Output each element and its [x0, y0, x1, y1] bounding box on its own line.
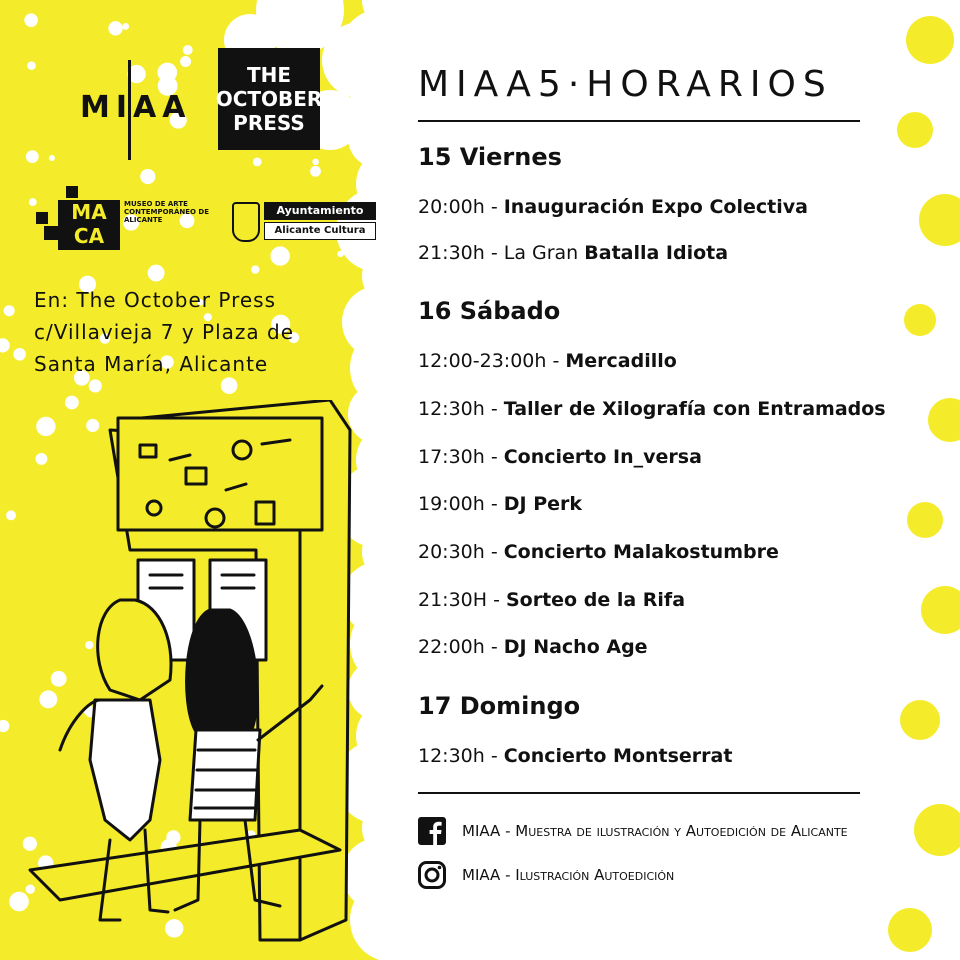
- illustration: [0, 400, 380, 960]
- event-row: 21:30h - La Gran Batalla Idiota: [418, 242, 729, 264]
- event-row: 20:30h - Concierto Malakostumbre: [418, 541, 779, 563]
- facebook-link[interactable]: MIAA - Muestra de ilustración y Autoedición de Alicante: [418, 816, 878, 846]
- venue-address: En: The October Press c/Villavieja 7 y Plaza de Santa María, Alicante: [34, 288, 295, 376]
- schedule-panel: [418, 60, 888, 110]
- ayuntamiento-logo: Ayuntamiento Alicante Cultura: [230, 200, 378, 244]
- title-divider: [418, 120, 860, 122]
- instagram-link[interactable]: MIAA - Ilustración Autoedición: [418, 860, 878, 890]
- day-heading-domingo: 17 Domingo: [418, 692, 581, 720]
- event-row: 20:00h - Inauguración Expo Colectiva: [418, 196, 808, 218]
- day-heading-viernes: 15 Viernes: [418, 143, 562, 171]
- october-press-logo: THE OCTOBER PRESS: [218, 48, 320, 150]
- instagram-icon: [418, 861, 446, 889]
- event-row: 12:30h - Concierto Montserrat: [418, 745, 733, 767]
- maca-logo: MA CA MUSEO DE ARTE CONTEMPORÁNEO DE ALICANTE: [36, 186, 206, 250]
- event-row: 17:30h - Concierto In_versa: [418, 446, 702, 468]
- facebook-icon: [418, 817, 446, 845]
- miaa-logo: MIAA: [80, 60, 180, 160]
- event-row: 19:00h - DJ Perk: [418, 493, 583, 515]
- crest-icon: [232, 202, 260, 242]
- event-row: 22:00h - DJ Nacho Age: [418, 636, 648, 658]
- event-row: 21:30H - Sorteo de la Rifa: [418, 589, 686, 611]
- day-heading-sabado: 16 Sábado: [418, 297, 561, 325]
- footer-divider: [418, 792, 860, 794]
- schedule-title: MIAA5·HORARIOS: [418, 64, 833, 105]
- event-row: 12:00-23:00h - Mercadillo: [418, 350, 677, 372]
- event-row: 12:30h - Taller de Xilografía con Entramados: [418, 398, 886, 420]
